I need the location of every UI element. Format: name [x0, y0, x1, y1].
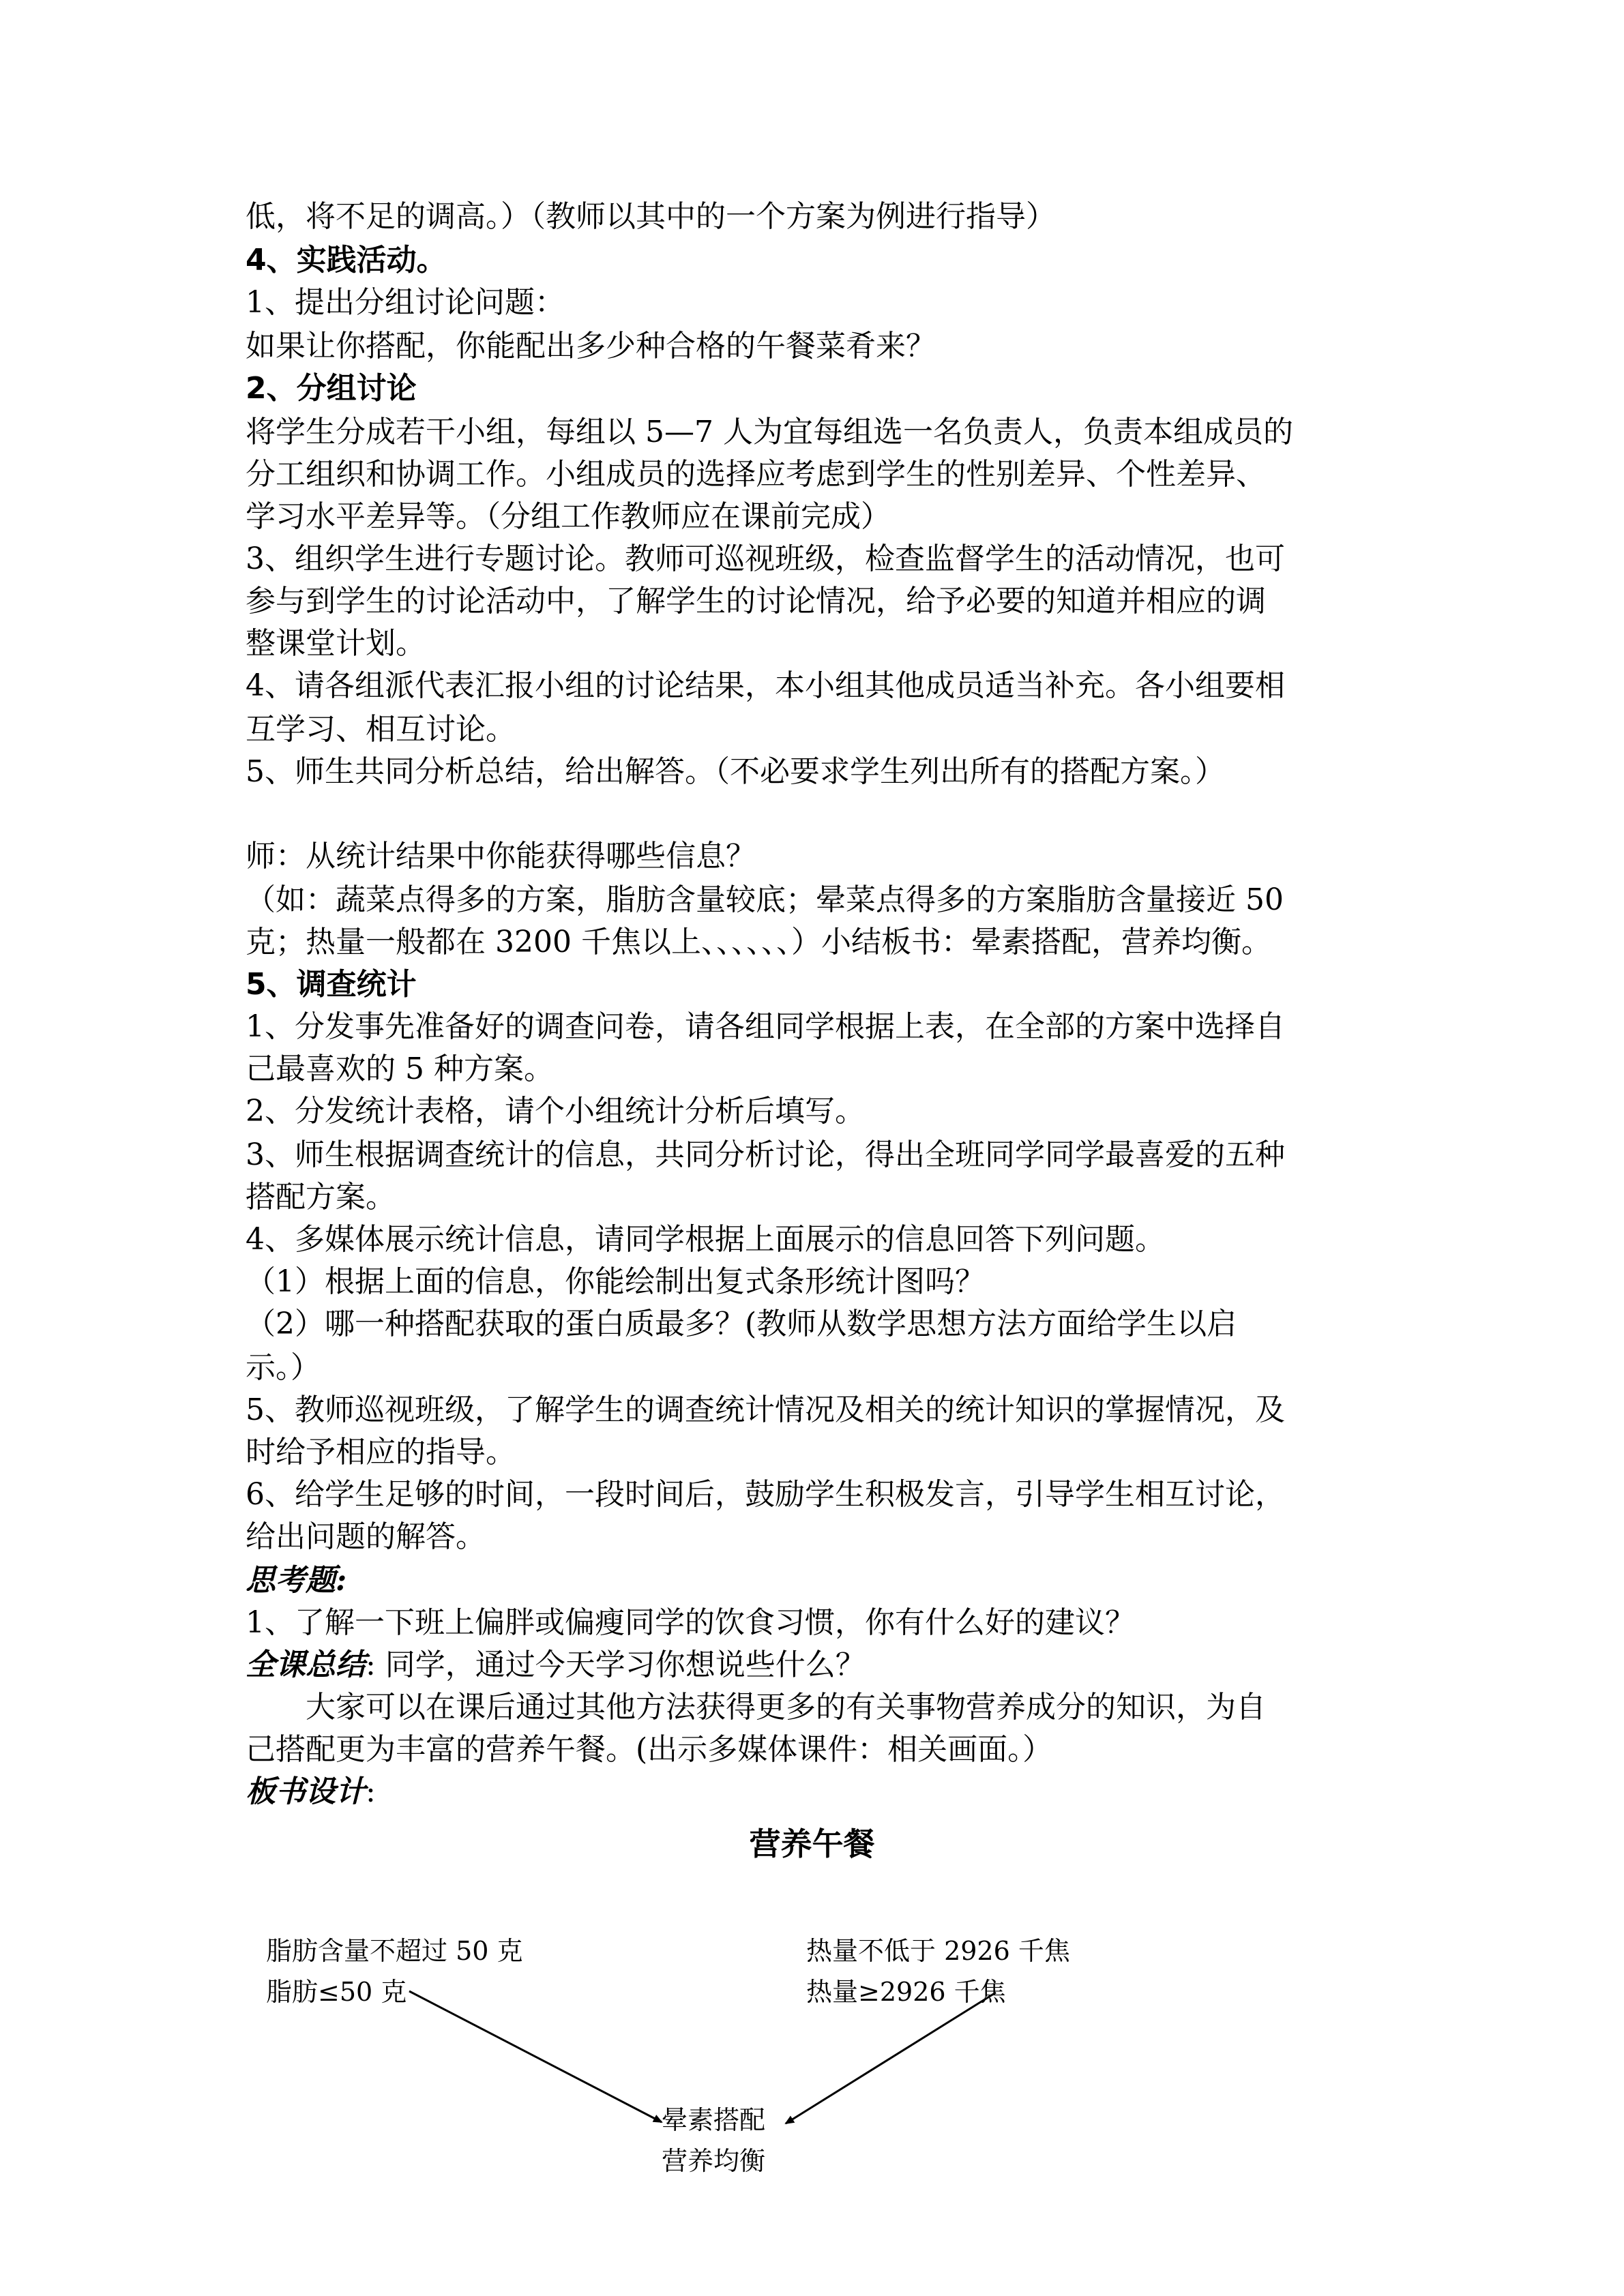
text-line: 3、师生根据调查统计的信息，共同分析讨论，得出全班同学同学最喜爱的五种 [246, 1137, 1285, 1172]
board-right-text-1: 热量不低于 2926 千焦 [806, 1936, 1070, 1966]
heading-summary: 全课总结 [246, 1648, 366, 1682]
text-line: （如：蔬菜点得多的方案，脂肪含量较底；晕菜点得多的方案脂肪含量接近 50 [246, 882, 1284, 917]
text-line: 己最喜欢的 5 种方案。 [246, 1052, 554, 1086]
text-line: 时给予相应的指导。 [246, 1435, 516, 1470]
text-line: （1）根据上面的信息，你能绘制出复式条形统计图吗？ [246, 1264, 985, 1299]
text-line: 5、教师巡视班级，了解学生的调查统计情况及相关的统计知识的掌握情况，及 [246, 1392, 1285, 1427]
text-line: 示。） [246, 1350, 321, 1385]
text-line: 如果让你搭配，你能配出多少种合格的午餐菜肴来？ [246, 329, 936, 363]
text-line: 1、了解一下班上偏胖或偏瘦同学的饮食习惯，你有什么好的建议？ [246, 1605, 1135, 1640]
text-line: 给出问题的解答。 [246, 1519, 486, 1554]
text-line: 6、给学生足够的时间，一段时间后，鼓励学生积极发言，引导学生相互讨论， [246, 1477, 1285, 1512]
board-title: 营养午餐 [749, 1825, 875, 1862]
text-line: 参与到学生的讨论活动中，了解学生的讨论情况，给予必要的知道并相应的调 [246, 584, 1266, 618]
text-line: 分工组织和协调工作。小组成员的选择应考虑到学生的性别差异、个性差异、 [246, 457, 1266, 492]
text-line: 搭配方案。 [246, 1180, 396, 1214]
text-line: 3、组织学生进行专题讨论。教师可巡视班级，检查监督学生的活动情况，也可 [246, 541, 1285, 576]
text-line: 己搭配更为丰富的营养午餐。(出示多媒体课件：相关画面。） [246, 1732, 1053, 1767]
board-left-text-1: 脂肪含量不超过 50 克 [266, 1936, 523, 1966]
section-heading-group-discussion: 2、分组讨论 [246, 371, 417, 406]
text-line: 1、提出分组讨论问题： [246, 285, 565, 320]
left-arrow [409, 1991, 662, 2122]
text-line: 低，将不足的调高。）（教师以其中的一个方案为例进行指导） [246, 199, 1056, 234]
section-heading-survey: 5、调查统计 [246, 967, 417, 1002]
text-line: 4、请各组派代表汇报小组的讨论结果，本小组其他成员适当补充。各小组要相 [246, 668, 1285, 703]
text-line: （2）哪一种搭配获取的蛋白质最多？(教师从数学思想方法方面给学生以启 [246, 1307, 1237, 1341]
text-line: 互学习、相互讨论。 [246, 712, 516, 747]
text-line: 将学生分成若干小组，每组以 5—7 人为宜每组选一名负责人，负责本组成员的 [246, 415, 1293, 449]
text-line: 大家可以在课后通过其他方法获得更多的有关事物营养成分的知识，为自 [306, 1690, 1266, 1725]
text-line: 克；热量一般都在 3200 千焦以上、、、、、、）小结板书：晕素搭配，营养均衡。 [246, 925, 1271, 959]
text-line: 2、分发统计表格，请个小组统计分析后填写。 [246, 1094, 865, 1129]
text-line: 师：从统计结果中你能获得哪些信息？ [246, 839, 756, 874]
right-arrow [786, 1993, 996, 2123]
text-line: 整课堂计划。 [246, 626, 426, 661]
board-right-text-2: 热量≥2926 千焦 [806, 1977, 1006, 2007]
board-left-text-2: 脂肪≤50 克 [266, 1977, 407, 2007]
board-center-text-1: 晕素搭配 [662, 2105, 766, 2135]
section-heading-practice: 4、实践活动。 [246, 243, 447, 278]
summary-text: : 同学，通过今天学习你想说些什么？ [366, 1648, 866, 1682]
heading-board-design: 板书设计 [246, 1774, 366, 1809]
board-center-text-2: 营养均衡 [662, 2146, 766, 2176]
text-line: 学习水平差异等。（分组工作教师应在课前完成） [246, 499, 891, 534]
heading-think-questions: 思考题: [246, 1563, 347, 1598]
text-line: 4、多媒体展示统计信息，请同学根据上面展示的信息回答下列问题。 [246, 1222, 1165, 1257]
text-line: 1、分发事先准备好的调查问卷，请各组同学根据上表，在全部的方案中选择自 [246, 1009, 1285, 1044]
board-design-colon: : [366, 1774, 376, 1809]
text-line: 5、师生共同分析总结，给出解答。（不必要求学生列出所有的搭配方案。） [246, 754, 1225, 789]
